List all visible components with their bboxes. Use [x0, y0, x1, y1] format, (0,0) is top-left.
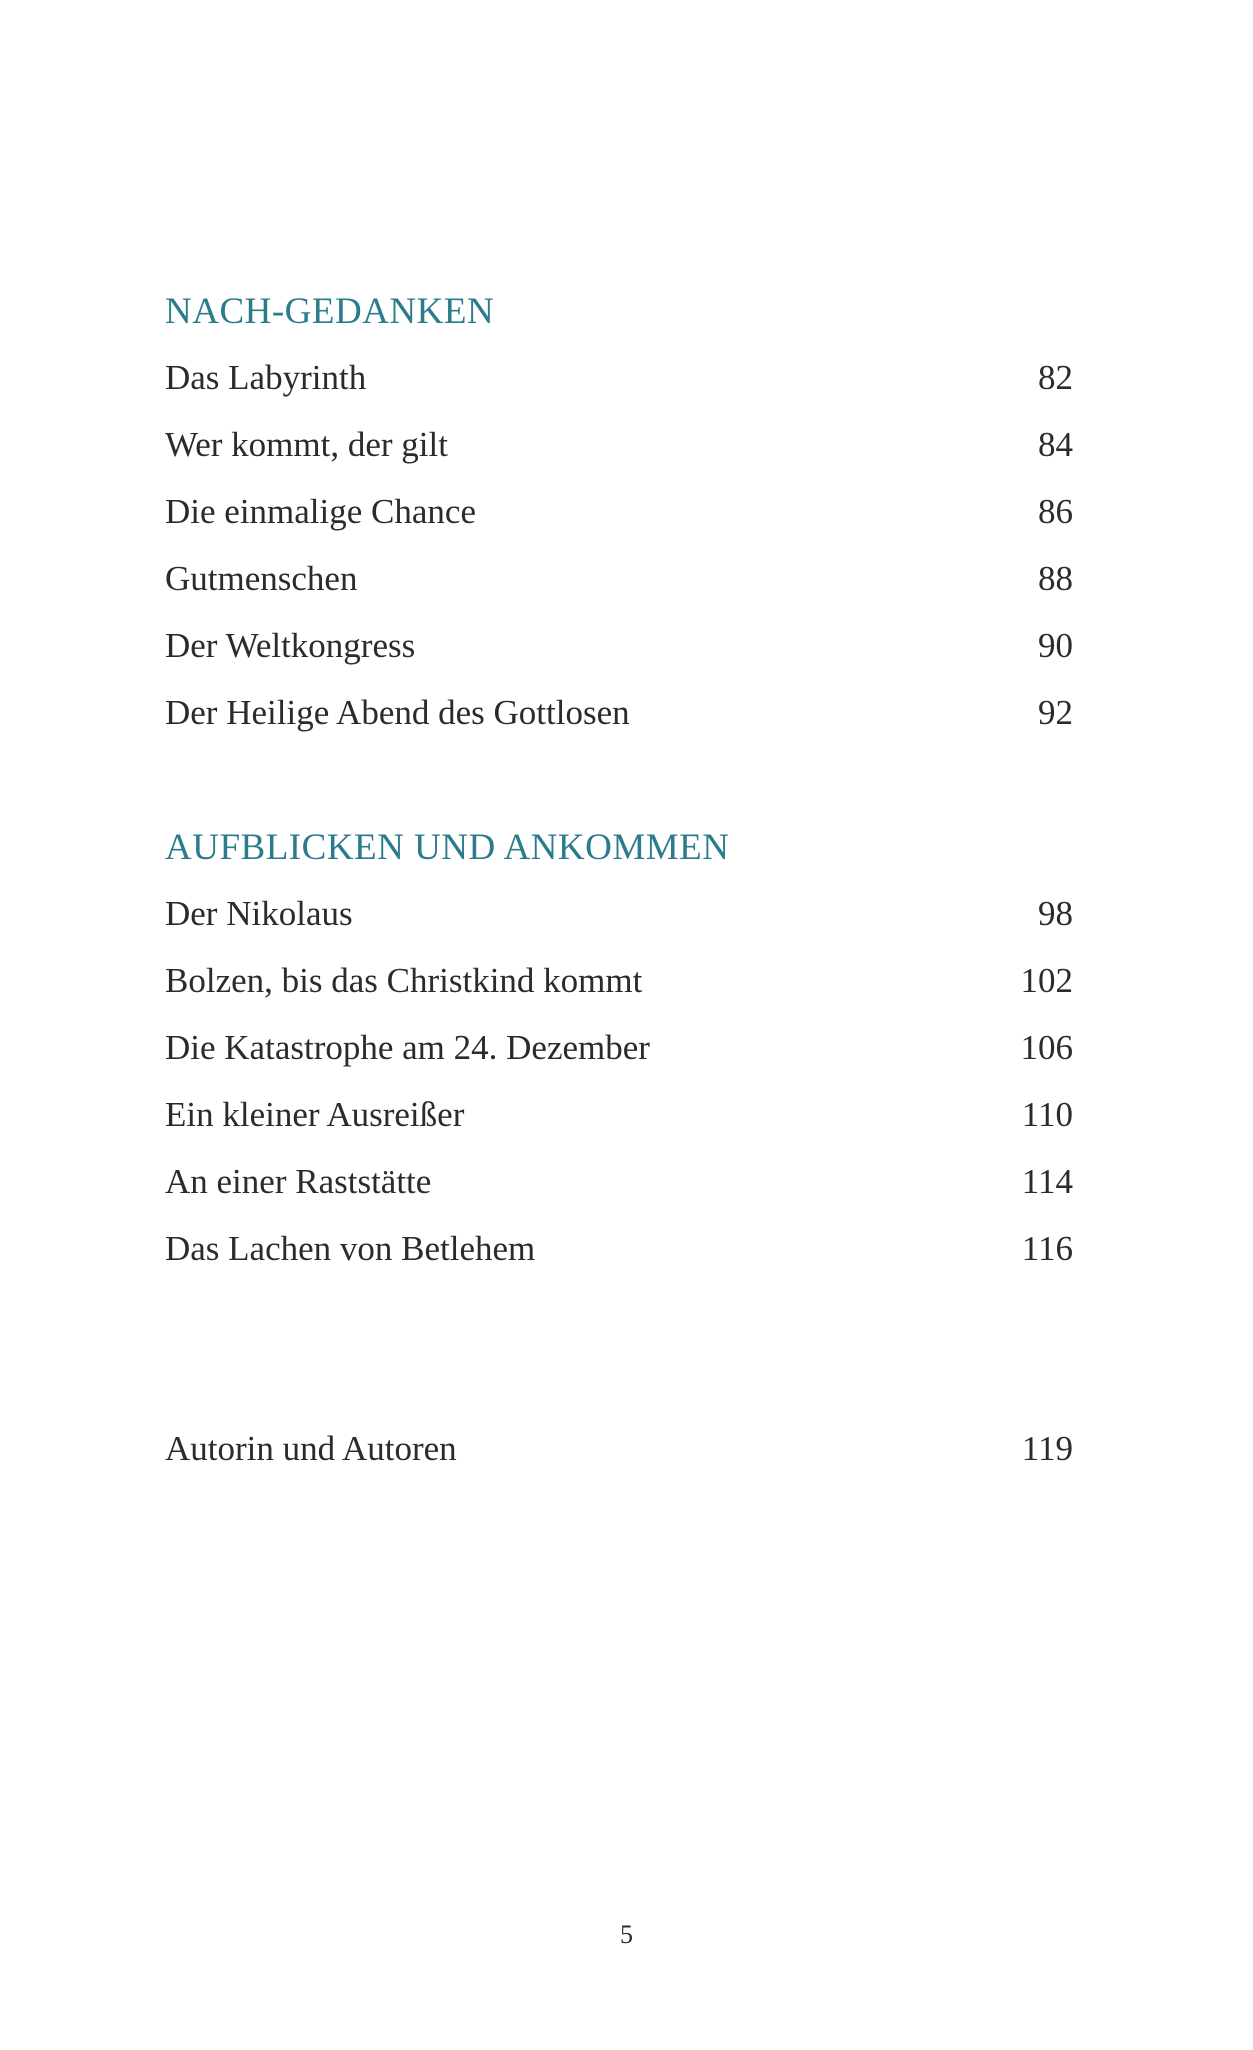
table-of-contents — [165, 290, 1073, 1494]
toc-entry — [165, 691, 1073, 758]
toc-entry — [165, 356, 1073, 423]
section-heading: AUFBLICKEN UND ANKOMMEN — [165, 827, 730, 868]
entry-page-number: 82 — [1038, 358, 1073, 397]
entry-title: Bolzen, bis das Christkind kommt — [165, 961, 643, 1000]
toc-entry — [165, 892, 1073, 959]
toc-entry — [165, 1227, 1073, 1294]
page-number: 5 — [620, 1920, 633, 1949]
entry-page-number: 92 — [1038, 693, 1073, 732]
entry-page-number: 116 — [1021, 1229, 1073, 1268]
entry-title: Das Labyrinth — [165, 358, 367, 397]
toc-entry — [165, 624, 1073, 691]
toc-entry — [165, 1026, 1073, 1093]
entry-page-number: 114 — [1021, 1162, 1073, 1201]
entry-title: Der Nikolaus — [165, 894, 353, 933]
entry-page-number: 84 — [1038, 425, 1073, 464]
entry-page-number: 119 — [1021, 1429, 1073, 1468]
entry-title: An einer Raststätte — [165, 1162, 432, 1201]
entry-page-number: 106 — [1020, 1028, 1073, 1067]
entry-page-number: 88 — [1038, 559, 1073, 598]
entry-page-number: 110 — [1021, 1095, 1073, 1134]
toc-entry — [165, 423, 1073, 490]
entry-title: Der Weltkongress — [165, 626, 416, 665]
entry-title: Ein kleiner Ausreißer — [165, 1095, 465, 1134]
entry-page-number: 98 — [1038, 894, 1073, 933]
entry-title: Das Lachen von Betlehem — [165, 1229, 536, 1268]
entry-title: Autorin und Autoren — [165, 1429, 457, 1468]
entry-page-number: 102 — [1020, 961, 1073, 1000]
entry-title: Die einmalige Chance — [165, 492, 476, 531]
toc-entry — [165, 490, 1073, 557]
entry-page-number: 86 — [1038, 492, 1073, 531]
entry-title: Der Heilige Abend des Gottlosen — [165, 693, 630, 732]
toc-section-nach-gedanken — [165, 290, 1073, 758]
toc-entry-authors — [165, 1427, 1073, 1494]
toc-entry — [165, 557, 1073, 624]
entry-title: Wer kommt, der gilt — [165, 425, 448, 464]
section-heading: NACH-GEDANKEN — [165, 291, 495, 332]
toc-entry — [165, 1160, 1073, 1227]
entry-title: Gutmenschen — [165, 559, 358, 598]
toc-entry — [165, 1093, 1073, 1160]
entry-title: Die Katastrophe am 24. Dezember — [165, 1028, 650, 1067]
toc-entry — [165, 959, 1073, 1026]
entry-page-number: 90 — [1038, 626, 1073, 665]
toc-section-aufblicken-und-ankommen — [165, 826, 1073, 1294]
